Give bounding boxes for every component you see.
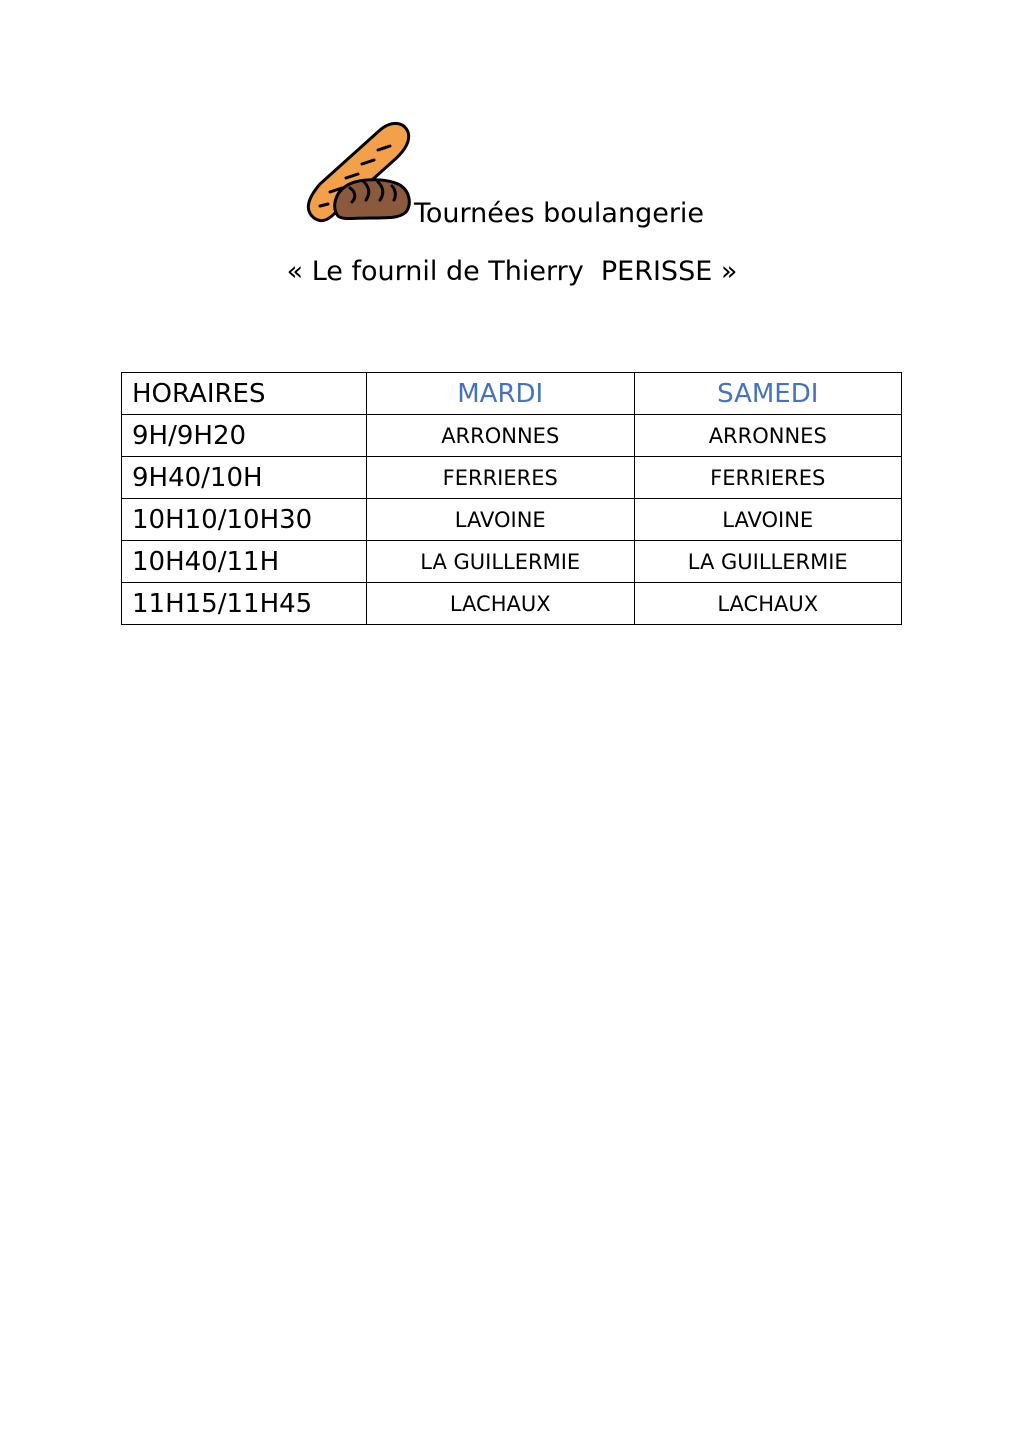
samedi-cell: LAVOINE (634, 499, 902, 541)
table-row (122, 457, 902, 499)
bread-icon (300, 118, 418, 230)
time-cell: 11H15/11H45 (122, 583, 367, 625)
header-horaires: HORAIRES (122, 373, 367, 415)
mardi-cell: LAVOINE (367, 499, 635, 541)
time-cell: 10H40/11H (122, 541, 367, 583)
header-samedi: SAMEDI (634, 373, 902, 415)
time-cell: 9H/9H20 (122, 415, 367, 457)
page-subtitle: « Le fournil de Thierry PERISSE » (286, 256, 738, 287)
mardi-cell: LACHAUX (367, 583, 635, 625)
schedule-table (121, 372, 902, 625)
mardi-cell: LA GUILLERMIE (367, 541, 635, 583)
table-row (122, 499, 902, 541)
table-header-row (122, 373, 902, 415)
table-row (122, 415, 902, 457)
samedi-cell: LACHAUX (634, 583, 902, 625)
time-cell: 10H10/10H30 (122, 499, 367, 541)
page-title: Tournées boulangerie (414, 198, 705, 229)
mardi-cell: FERRIERES (367, 457, 635, 499)
table-row (122, 541, 902, 583)
time-cell: 9H40/10H (122, 457, 367, 499)
samedi-cell: FERRIERES (634, 457, 902, 499)
table-row (122, 583, 902, 625)
samedi-cell: ARRONNES (634, 415, 902, 457)
samedi-cell: LA GUILLERMIE (634, 541, 902, 583)
mardi-cell: ARRONNES (367, 415, 635, 457)
header-mardi: MARDI (367, 373, 635, 415)
